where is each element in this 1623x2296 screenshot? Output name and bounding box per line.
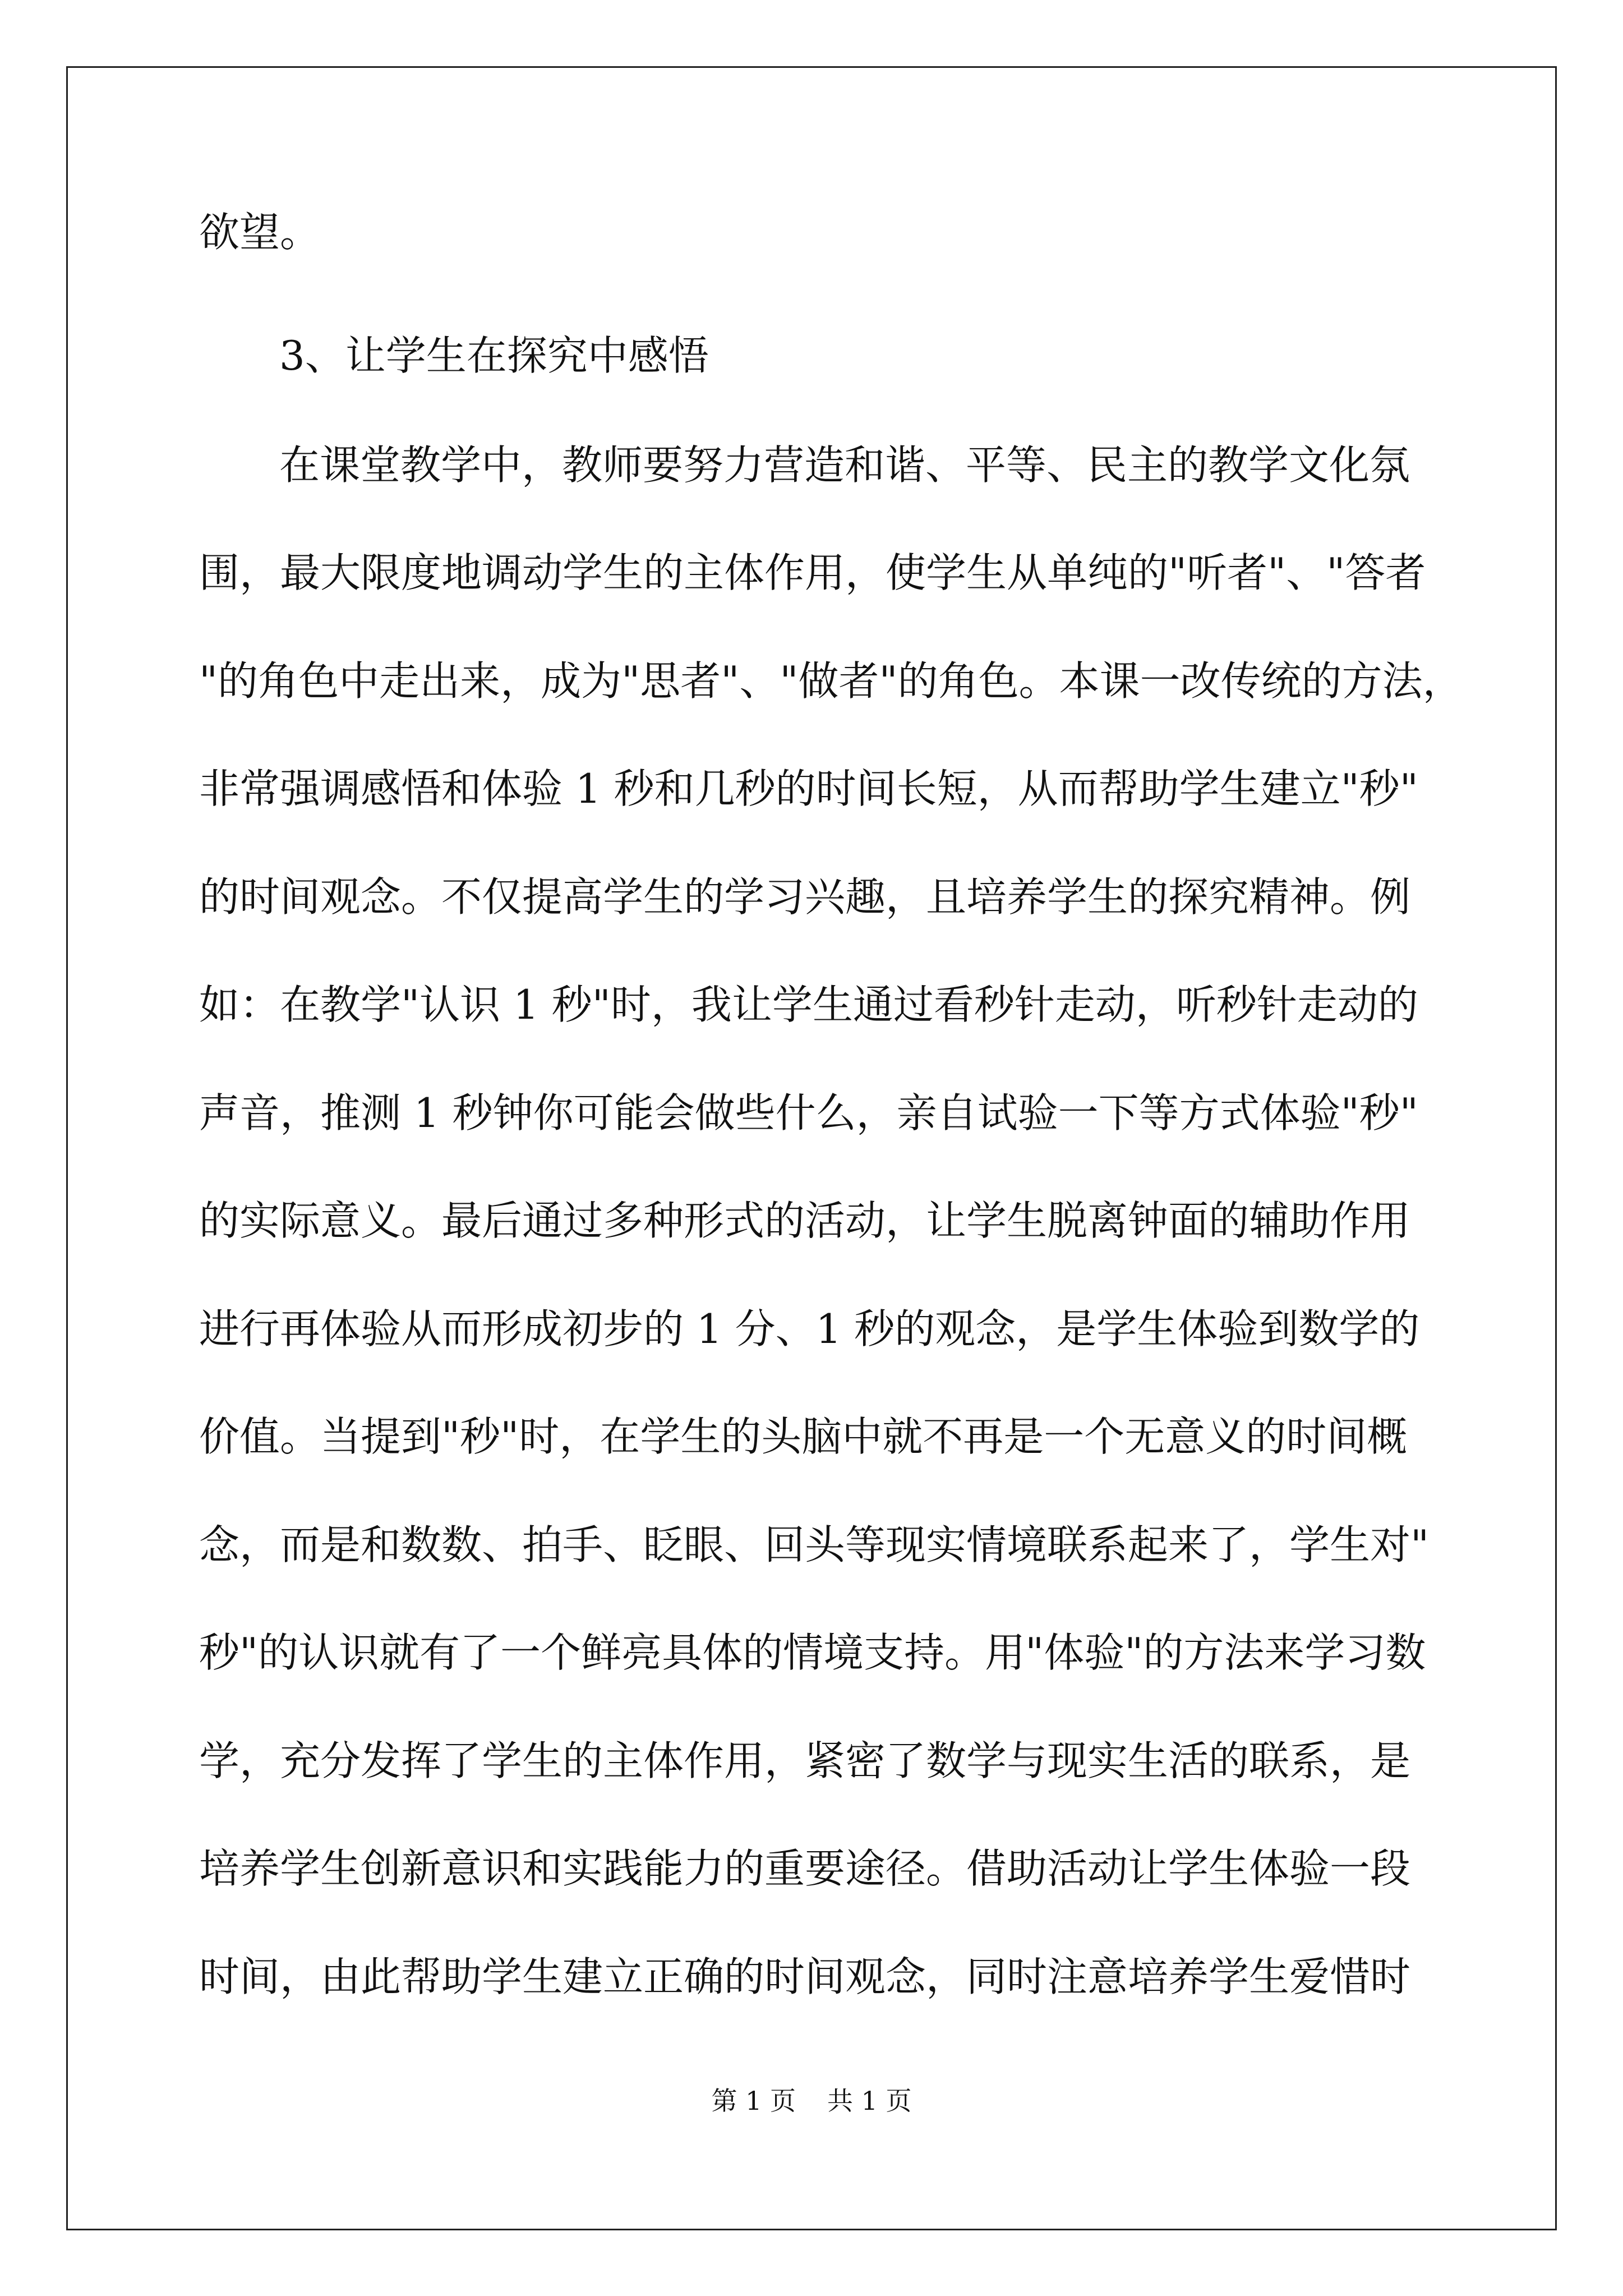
text-line-6: 非常强调感悟和体验 1 秒和几秒的时间长短，从而帮助学生建立"秒" — [199, 765, 1418, 812]
text-line-5: "的角色中走出来，成为"思者"、"做者"的角色。本课一改传统的方法， — [199, 657, 1463, 705]
text-line-4: 围，最大限度地调动学生的主体作用，使学生从单纯的"听者"、"答者 — [199, 549, 1426, 596]
text-line-17: 时间，由此帮助学生建立正确的时间观念，同时注意培养学生爱惜时 — [199, 1953, 1411, 2000]
text-line-13: 念，而是和数数、拍手、眨眼、回头等现实情境联系起来了，学生对" — [199, 1521, 1430, 1568]
text-line-9: 声音，推测 1 秒钟你可能会做些什么，亲自试验一下等方式体验"秒" — [199, 1089, 1418, 1137]
page-footer — [0, 2088, 1623, 2114]
text-line-7: 的时间观念。不仅提高学生的学习兴趣，且培养学生的探究精神。例 — [199, 873, 1411, 921]
text-line-3: 在课堂教学中，教师要努力营造和谐、平等、民主的教学文化氛 — [279, 441, 1410, 489]
text-line-8: 如：在教学"认识 1 秒"时，我让学生通过看秒针走动，听秒针走动的 — [199, 981, 1418, 1028]
section-heading: 3、让学生在探究中感悟 — [279, 332, 709, 379]
text-line-12: 价值。当提到"秒"时，在学生的头脑中就不再是一个无意义的时间概 — [199, 1413, 1408, 1460]
page-border — [66, 66, 1557, 2230]
text-line-11: 进行再体验从而形成初步的 1 分、1 秒的观念，是学生体验到数学的 — [199, 1305, 1420, 1352]
text-line-16: 培养学生创新意识和实践能力的重要途径。借助活动让学生体验一段 — [199, 1845, 1411, 1892]
page-number: 第 1 页 — [711, 2086, 796, 2116]
page-total: 共 1 页 — [827, 2086, 912, 2116]
text-line-14: 秒"的认识就有了一个鲜亮具体的情境支持。用"体验"的方法来学习数 — [199, 1629, 1426, 1676]
text-line-1: 欲望。 — [199, 209, 321, 256]
text-line-10: 的实际意义。最后通过多种形式的活动，让学生脱离钟面的辅助作用 — [199, 1197, 1411, 1244]
text-line-15: 学，充分发挥了学生的主体作用，紧密了数学与现实生活的联系，是 — [199, 1737, 1411, 1784]
